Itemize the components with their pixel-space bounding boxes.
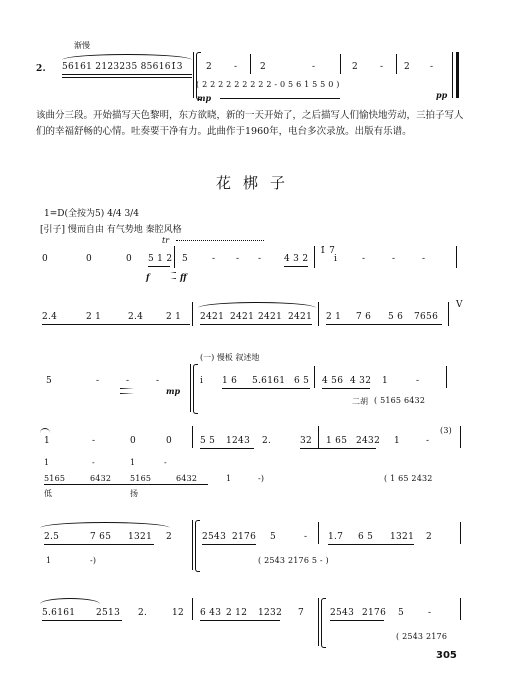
underline: [44, 484, 208, 485]
ornament-mark: (3): [440, 426, 452, 435]
note-group: 2543: [202, 532, 227, 542]
top-melody: 56161 2123235 856161̇3: [62, 62, 183, 72]
breath-mark: V: [456, 300, 463, 310]
lyric: 扬: [130, 489, 138, 498]
note-group: 5.6161: [42, 608, 76, 618]
note-group: 1.7: [328, 532, 344, 542]
note: 1: [382, 376, 389, 386]
note-group: 1243: [226, 436, 251, 446]
system-brace: [321, 598, 326, 648]
note-group: 1 6: [222, 376, 238, 386]
note: i: [334, 254, 338, 264]
note: -: [236, 254, 240, 264]
barline: [192, 598, 193, 620]
lower-note: -): [258, 474, 265, 483]
note-group: 4 3 2: [284, 254, 309, 264]
barline: [190, 364, 191, 412]
note: -: [426, 436, 430, 446]
note: -: [416, 376, 420, 386]
lower-right-notes: ( 2543 2176 5 - ): [258, 556, 329, 565]
note-group: 1321: [128, 532, 153, 542]
note: -: [258, 254, 262, 264]
barline: [446, 366, 447, 388]
underline: [200, 324, 312, 325]
note-group: 5 6: [388, 312, 404, 322]
barline: [314, 246, 315, 268]
lower-note: -: [164, 458, 167, 467]
note: 5: [182, 254, 189, 264]
note-group: 2.4: [42, 312, 58, 322]
barline: [460, 522, 461, 544]
note-group: 2 1: [166, 312, 182, 322]
note: 2.: [138, 608, 148, 618]
note-group: 12: [172, 608, 185, 618]
decrescendo-hairpin: [120, 388, 164, 394]
trill-mark: tr: [162, 236, 170, 245]
underline: [148, 266, 170, 267]
dynamic-mp: mp: [197, 93, 212, 103]
note-group: 2421: [230, 312, 255, 322]
note-group: 2543: [330, 608, 355, 618]
phrase-slur: [62, 54, 192, 60]
underline: [326, 324, 442, 325]
note-group: 5 5: [200, 436, 216, 446]
note-group: 1 65: [326, 436, 348, 446]
dynamic-mp: mp: [166, 386, 181, 396]
piece-description: 该曲分三段。开始描写天色黎明，东方欲晓，新的一天开始了，之后描写人们愉快地劳动，三拍子写人们的幸福舒畅的心情。吐奏要干净有力。此曲作于1960年，电台多次录放。出版有乐谱。: [36, 110, 464, 137]
erhu-label: 二胡: [352, 397, 368, 406]
lower-note-group: 6432: [90, 474, 112, 483]
note-group: 2 1: [326, 312, 342, 322]
underline: [222, 388, 310, 389]
note-group: 5 1 2: [148, 254, 173, 264]
final-barline-thick: [456, 52, 459, 98]
note-group: 1232: [258, 608, 283, 618]
barline: [192, 426, 193, 448]
piece-title: 花梆子: [216, 174, 298, 192]
note-group: 2176: [232, 532, 257, 542]
lower-note: -: [92, 458, 95, 467]
note-group: 2421: [258, 312, 283, 322]
barline: [460, 598, 461, 620]
dynamic-ff: ff: [180, 272, 187, 282]
system-brace: [193, 364, 198, 414]
note: -: [422, 254, 426, 264]
underline: [200, 448, 254, 449]
underline: [42, 620, 122, 621]
decrescendo-line: [220, 98, 340, 99]
barline: [318, 522, 319, 544]
intro-label: [引子] 慢而自由 有气势地 秦腔风格: [40, 225, 182, 235]
note: 0: [42, 254, 49, 264]
note-group: 6 5: [358, 532, 374, 542]
note: -: [234, 62, 238, 72]
lower-note: 1: [46, 556, 52, 565]
note: 2: [260, 62, 267, 72]
page-number: 305: [436, 650, 457, 661]
top-accomp: ( 2 2 2 2 2 2 2 2 2 - 0 5 6 1 5 5 0 ): [196, 80, 340, 89]
barline: [192, 520, 193, 570]
note-group: 2421: [288, 312, 313, 322]
barline: [396, 54, 397, 74]
lower-note: 1: [130, 458, 136, 467]
lower-note-group: 5165: [44, 474, 66, 483]
system-brace: [195, 520, 200, 572]
note-group: 4 32: [350, 376, 372, 386]
barline: [314, 366, 315, 388]
section-label: (一) 慢板 叙述地: [200, 353, 260, 362]
note-group: 1321: [390, 532, 415, 542]
note-group: 2 12: [226, 608, 248, 618]
barline: [460, 426, 461, 448]
lower-note-group: 5165: [130, 474, 152, 483]
underline: [42, 324, 190, 325]
underline: [300, 448, 376, 449]
lower-right-notes: ( 1 65 2432: [384, 474, 433, 483]
note-group: 6 43: [200, 608, 222, 618]
barline: [193, 52, 194, 98]
barline: [448, 302, 449, 326]
measure-label: 2.: [36, 64, 46, 74]
note: -: [362, 254, 366, 264]
underline: [62, 77, 192, 78]
note: 2: [426, 532, 433, 542]
dynamic-f: f: [146, 272, 150, 282]
note-group: 7 6: [356, 312, 372, 322]
note: -: [156, 376, 160, 386]
note: i: [200, 376, 204, 386]
note-group: 7656: [414, 312, 439, 322]
lower-right-notes: ( 2543 2176: [396, 632, 448, 641]
note-group: 7 65: [90, 532, 112, 542]
note: 2: [404, 62, 411, 72]
note-group: 32: [300, 436, 313, 446]
note-group: 5.6161: [252, 376, 286, 386]
note: -: [430, 62, 434, 72]
barline: [318, 302, 319, 326]
note: -: [96, 376, 100, 386]
barline: [174, 246, 175, 268]
underline: [200, 620, 280, 621]
note: 1: [44, 436, 51, 446]
note: -: [312, 62, 316, 72]
lower-note: -): [90, 556, 97, 565]
note: 0: [166, 436, 173, 446]
note: 5: [270, 532, 277, 542]
final-barline: [452, 52, 453, 98]
underline: [322, 388, 370, 389]
barline: [340, 54, 341, 74]
lower-note: 1: [44, 458, 50, 467]
barline: [318, 426, 319, 448]
tie: [40, 428, 50, 433]
barline: [318, 598, 319, 646]
note: -: [92, 436, 96, 446]
grace-notes: 1̇ 7: [320, 246, 336, 256]
lyric: 低: [44, 489, 52, 498]
phrase-slur: [40, 522, 170, 528]
note: -: [392, 254, 396, 264]
lower-note-group: 6432: [176, 474, 198, 483]
note-group: 2421: [200, 312, 225, 322]
underline: [62, 74, 192, 75]
crescendo-hairpin: [156, 272, 176, 279]
underline: [202, 544, 256, 545]
note: 5: [398, 608, 405, 618]
note: 0: [130, 436, 137, 446]
note: -: [304, 532, 308, 542]
note-group: 6 5: [294, 376, 310, 386]
note-group: 2176: [362, 608, 387, 618]
barline: [456, 246, 457, 268]
phrase-slur: [198, 302, 316, 308]
barline: [192, 302, 193, 326]
key-signature: 1=D(全按为5) 4/4 3/4: [44, 209, 139, 219]
note: 2: [352, 62, 359, 72]
note: -: [126, 376, 130, 386]
note: 5: [46, 376, 53, 386]
note-group: 2432: [356, 436, 381, 446]
note: -: [380, 62, 384, 72]
note-group: 4 56: [322, 376, 344, 386]
note: 0: [86, 254, 93, 264]
note: -: [428, 608, 432, 618]
note-group: 2.5: [44, 532, 60, 542]
note-group: 2 1: [86, 312, 102, 322]
barline: [250, 54, 251, 74]
note-group: 2513: [96, 608, 121, 618]
erhu-notes: ( 5165 6432: [374, 396, 426, 405]
note: -: [212, 254, 216, 264]
tempo-mark-slowing: 渐慢: [74, 41, 90, 50]
phrase-slur: [40, 598, 100, 604]
note: 2.: [262, 436, 272, 446]
note: 7: [298, 608, 305, 618]
note: 1: [394, 436, 401, 446]
note-group: 2.4: [128, 312, 144, 322]
underline: [284, 266, 308, 267]
underline: [44, 544, 154, 545]
trill-line: [176, 240, 264, 244]
underline: [330, 620, 384, 621]
lower-note: 1: [226, 474, 232, 483]
dynamic-pp: pp: [436, 90, 448, 100]
note: 2: [206, 62, 213, 72]
note: 0: [126, 254, 133, 264]
note: 2: [166, 532, 173, 542]
underline: [328, 544, 414, 545]
